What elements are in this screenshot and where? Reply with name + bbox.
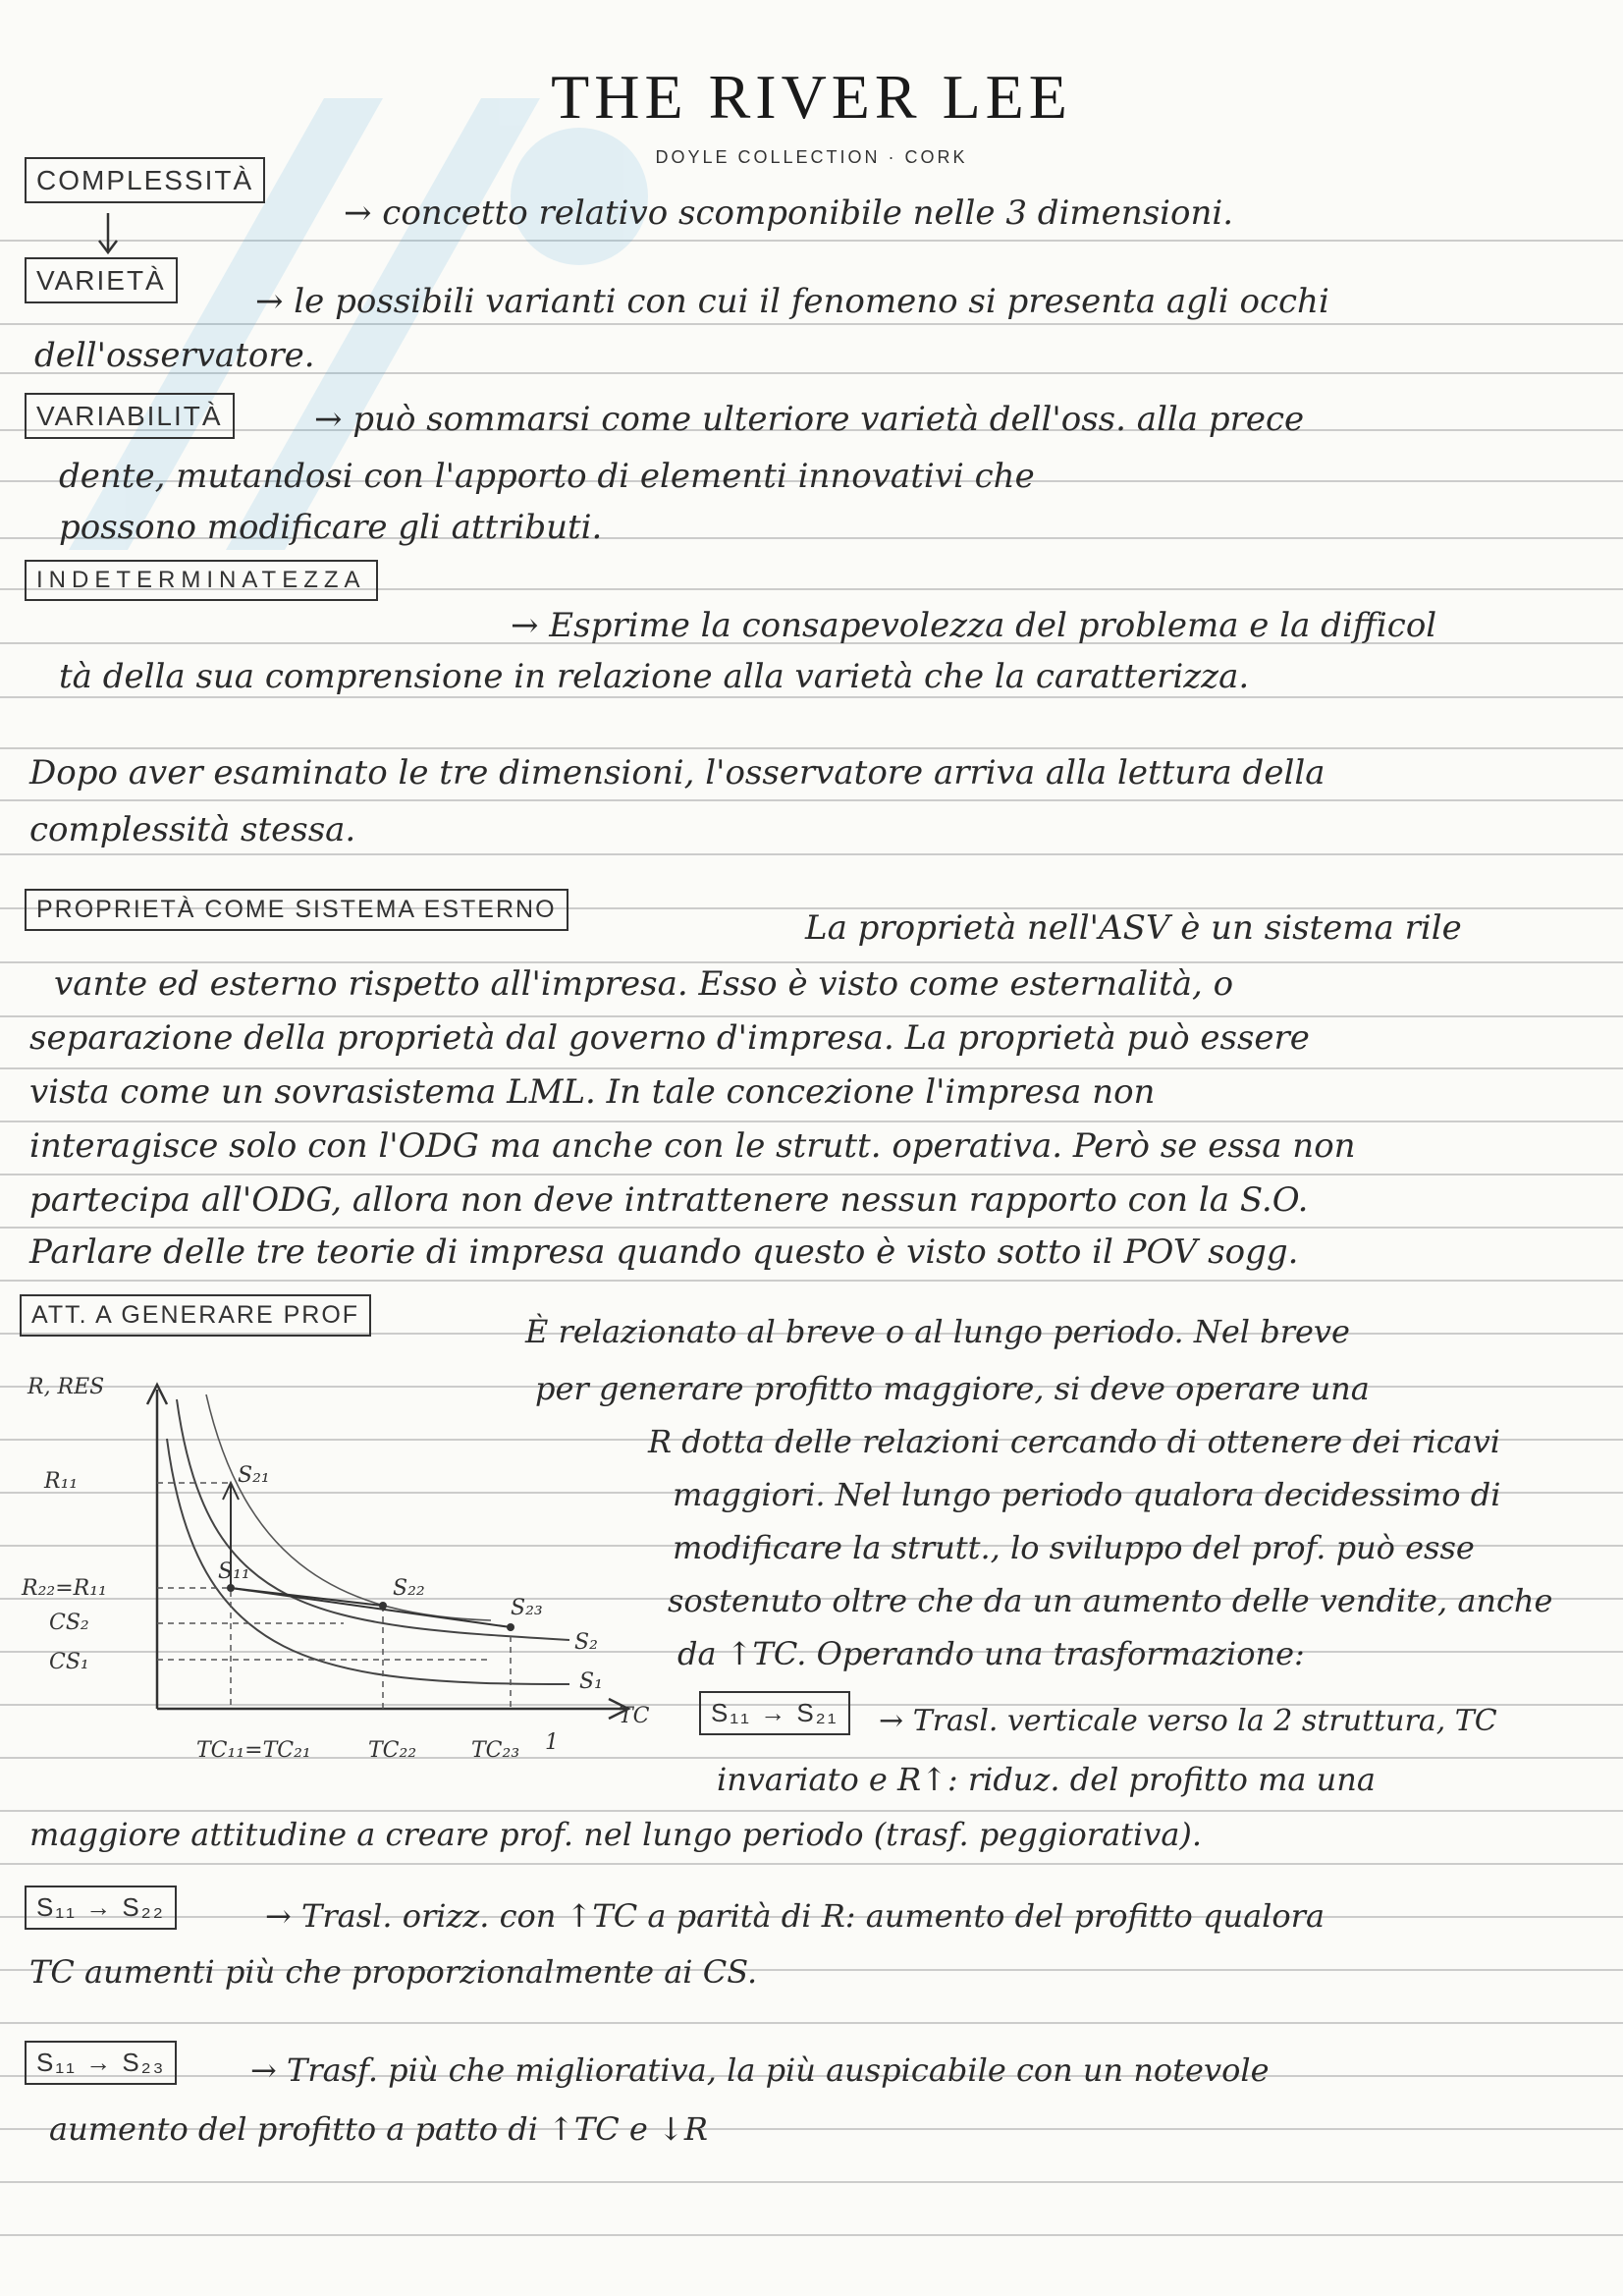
variabilita-line3: possono modificare gli attributi. <box>59 508 603 547</box>
varieta-text-1: le possibili varianti con cui il fenomeno si presenta agli occhi <box>294 282 1329 321</box>
graph-tick-cs2: CS₂ <box>49 1611 89 1635</box>
s23-line2: aumento del profitto a patto di ↑TC e ↓R <box>49 2110 708 2148</box>
graph-xtick-tc23: TC₂₃ <box>471 1738 520 1763</box>
proprieta-line4: vista come un sovrasistema LML. In tale concezione l'impresa non <box>29 1072 1156 1112</box>
attitudine-line1: È relazionato al breve o al lungo periodo. Nel breve <box>525 1313 1350 1350</box>
variabilita-box: VARIABILITÀ <box>25 393 235 439</box>
attitudine-line6: sostenuto oltre che da un aumento delle vendite, anche <box>668 1582 1553 1619</box>
attitudine-line8: → Trasl. verticale verso la 2 struttura, TC <box>879 1704 1497 1738</box>
s22-line2: TC aumenti più che proporzionalmente ai CS. <box>29 1953 758 1991</box>
proprieta-line5: interagisce solo con l'ODG ma anche con le strutt. operativa. Però se essa non <box>29 1126 1356 1166</box>
graph-y-label: R, RES <box>27 1375 105 1399</box>
graph-point-s11: S₁₁ <box>218 1559 250 1584</box>
s22-line1: → Trasl. orizz. con ↑TC a parità di R: aumento del profitto qualora <box>265 1897 1325 1935</box>
proprieta-line3: separazione della proprietà dal governo d'impresa. La proprietà può essere <box>29 1018 1310 1058</box>
s22-box: S₁₁ → S₂₂ <box>25 1886 177 1930</box>
variabilita-line2: dente, mutandosi con l'apporto di elementi innovativi che <box>59 457 1035 496</box>
attitudine-line7: da ↑TC. Operando una trasformazione: <box>677 1635 1305 1672</box>
curve-upper <box>206 1394 491 1620</box>
graph-tick-r11: R₁₁ <box>44 1469 79 1494</box>
graph-curve-s1: S₁ <box>579 1669 603 1694</box>
attitudine-line10: maggiore attitudine a creare prof. nel lungo periodo (trasf. peggiorativa). <box>29 1816 1203 1853</box>
indeterminatezza-box: INDETERMINATEZZA <box>25 560 378 601</box>
varieta-box: VARIETÀ <box>25 257 178 303</box>
attitudine-line5: modificare la strutt., lo sviluppo del prof. può esse <box>673 1529 1475 1566</box>
proprieta-line7: Parlare delle tre teorie di impresa quando questo è visto sotto il POV sogg. <box>29 1232 1299 1272</box>
hotel-title: THE RIVER LEE <box>551 62 1072 132</box>
indeterminatezza-text-1: Esprime la consapevolezza del problema e la difficol <box>549 606 1437 645</box>
attitudine-box: ATT. A GENERARE PROF <box>20 1294 371 1337</box>
graph-point-s23: S₂₃ <box>511 1596 543 1620</box>
proprieta-line2: vante ed esterno rispetto all'impresa. Esso è visto come esternalità, o <box>54 964 1234 1004</box>
indeterminatezza-line2: tà della sua comprensione in relazione alla varietà che la caratterizza. <box>59 657 1250 696</box>
s22-text-1: Trasl. orizz. con ↑TC a parità di R: aumento del profitto qualora <box>300 1897 1325 1935</box>
variabilita-line1: → può sommarsi come ulteriore varietà dell'oss. alla prece <box>314 400 1305 439</box>
graph-x-label: TC <box>619 1704 650 1728</box>
graph-curve-s2: S₂ <box>574 1630 598 1655</box>
dopo-line2: complessità stessa. <box>29 810 356 849</box>
attitudine-line4: maggiori. Nel lungo periodo qualora decidessimo di <box>673 1476 1501 1513</box>
proprieta-line1: La proprietà nell'ASV è un sistema rile <box>805 908 1462 948</box>
varieta-line1: → le possibili varianti con cui il fenomeno si presenta agli occhi <box>255 282 1329 321</box>
proprieta-line6: partecipa all'ODG, allora non deve intrattenere nessun rapporto con la S.O. <box>29 1180 1309 1220</box>
varieta-line2: dell'osservatore. <box>34 336 315 375</box>
variabilita-text-1: può sommarsi come ulteriore varietà dell'oss. alla prece <box>352 400 1305 439</box>
graph-xtick-tc11: TC₁₁=TC₂₁ <box>196 1738 311 1763</box>
s23-line1: → Trasf. più che migliorativa, la più auspicabile con un notevole <box>250 2051 1270 2089</box>
complessita-arrow-text: → concetto relativo scomponibile nelle 3 dimensioni. <box>344 193 1234 233</box>
dopo-line1: Dopo aver esaminato le tre dimensioni, l'osservatore arriva alla lettura della <box>29 753 1325 793</box>
attitudine-line9: invariato e R↑: riduz. del profitto ma una <box>717 1761 1376 1798</box>
attitudine-text-8: Trasl. verticale verso la 2 struttura, TC <box>912 1704 1497 1738</box>
s23-text-1: Trasf. più che migliorativa, la più auspicabile con un notevole <box>286 2051 1270 2089</box>
graph-tick-cs1: CS₁ <box>49 1650 89 1674</box>
hotel-subtitle: DOYLE COLLECTION · CORK <box>655 147 968 167</box>
graph-point-s21: S₂₁ <box>238 1463 270 1488</box>
graph-xtick-1: 1 <box>545 1730 559 1755</box>
attitudine-line3: R dotta delle relazioni cercando di ottenere dei ricavi <box>648 1423 1501 1460</box>
complessita-text: concetto relativo scomponibile nelle 3 dimensioni. <box>382 193 1234 233</box>
attitudine-s21-box: S₁₁ → S₂₁ <box>699 1691 850 1735</box>
graph-point-s22: S₂₂ <box>393 1576 425 1601</box>
s23-box: S₁₁ → S₂₃ <box>25 2041 177 2085</box>
graph-xtick-tc22: TC₂₂ <box>368 1738 417 1763</box>
indeterminatezza-line1: → Esprime la consapevolezza del problema e la difficol <box>511 606 1437 645</box>
graph-tick-r22: R₂₂=R₁₁ <box>22 1576 107 1601</box>
down-arrow-icon <box>93 211 123 255</box>
complessita-box: COMPLESSITÀ <box>25 157 265 203</box>
proprieta-box: PROPRIETÀ COME SISTEMA ESTERNO <box>25 889 568 931</box>
profit-structure-graph <box>20 1370 707 1743</box>
attitudine-line2: per generare profitto maggiore, si deve operare una <box>535 1370 1370 1407</box>
